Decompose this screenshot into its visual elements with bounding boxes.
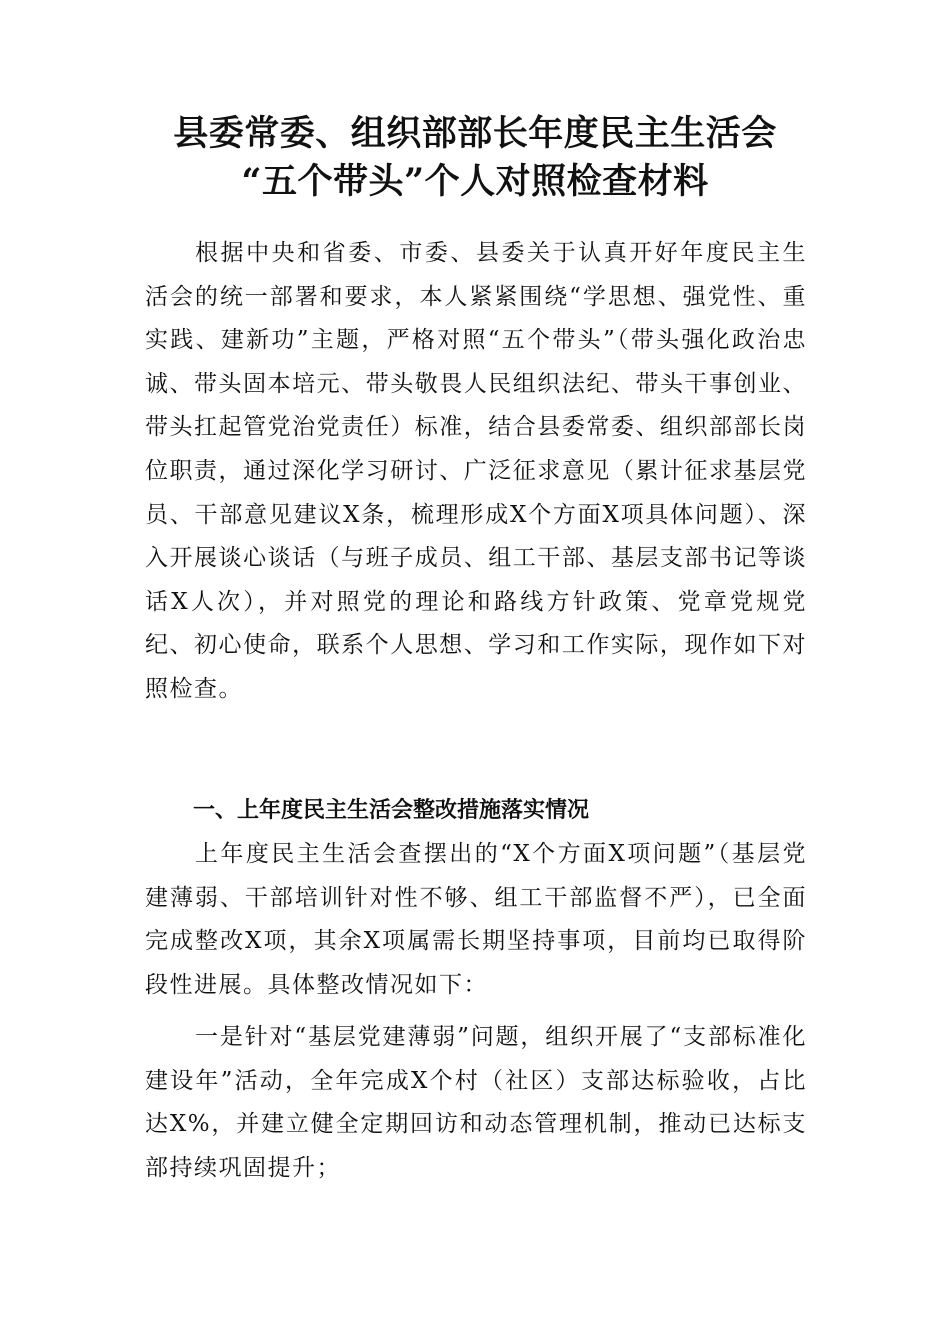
document-title-line2: “五个带头”个人对照检查材料 [241,161,709,202]
section1-heading: 一、上年度民主生活会整改措施落实情况 [193,798,590,823]
section1-item1-paragraph: 一是针对“基层党建薄弱”问题，组织开展了“支部标准化建设年”活动，全年完成X个村（社区）支部达标验收，占比达X%，并建立健全定期回访和动态管理机制，推动已达标支部持续巩固提升； [145,1024,807,1181]
intro-paragraph: 根据中央和省委、市委、县委关于认真开好年度民主生活会的统一部署和要求，本人紧紧围绕“学思想、强党性、重实践、建新功”主题，严格对照“五个带头”（带头强化政治忠诚、带头固本培元、带头敬畏人民组织法纪、带头干事创业、带头扛起管党治党责任）标准，结合县委常委、组织部部长岗位职责，通过深化学习研讨、广泛征求意见（累计征求基层党员、干部意见建议X条，梳理形成X个方面X项具体问题）、深入开展谈心谈话（与班子成员、组工干部、基层支部书记等谈话X人次），并对照党的理论和路线方针政策、党章党规党纪、初心使命，联系个人思想、学习和工作实际，现作如下对照检查。 [145,240,807,702]
section1-paragraph: 上年度民主生活会查摆出的“X个方面X项问题”（基层党建薄弱、干部培训针对性不够、组工干部监督不严），已全面完成整改X项，其余X项属需长期坚持事项，目前均已取得阶段性进展。具体整改情况如下： [145,841,807,998]
document-title-line1: 县委常委、组织部部长年度民主生活会 [173,113,777,154]
